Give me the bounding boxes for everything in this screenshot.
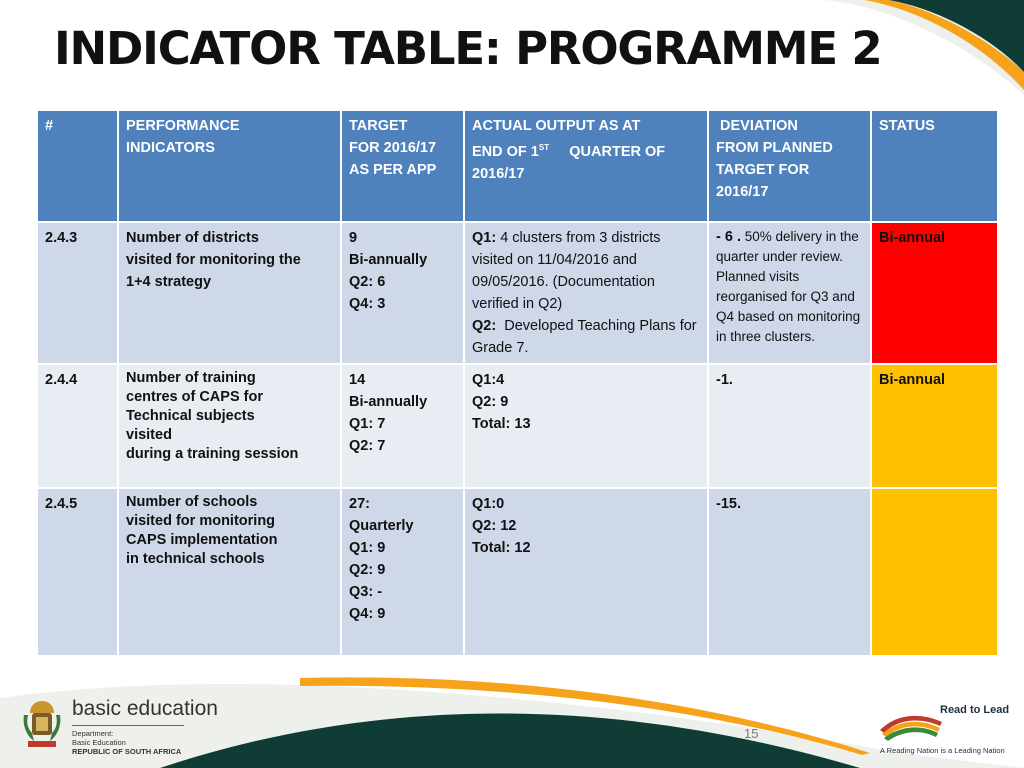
department-name: Basic Education [72,738,126,747]
header-actual-output: ACTUAL OUTPUT AS AT END OF 1ST QUARTER OF 2016/17 [464,110,708,222]
brand-name: basic education [72,697,218,720]
indicator-cell: Number of schools visited for monitoring CAPS implementation in technical schools [118,488,341,656]
target-cell: 27: Quarterly Q1: 9 Q2: 9 Q3: - Q4: 9 [341,488,464,656]
read-to-lead-logo [876,700,1016,760]
header-deviation: DEVIATION FROM PLANNED TARGET FOR 2016/17 [708,110,871,222]
coat-of-arms-icon [20,697,64,753]
page-number: 15 [744,726,759,741]
target-cell: 14 Bi-annually Q1: 7 Q2: 7 [341,364,464,488]
country-label: REPUBLIC OF SOUTH AFRICA [72,747,182,756]
deviation-cell: -1. [708,364,871,488]
basic-education-logo [20,697,218,756]
table-header-row [37,110,998,222]
book-swoosh-icon [876,700,946,744]
header-target: TARGET FOR 2016/17 AS PER APP [341,110,464,222]
indicator-cell: Number of districts visited for monitoring the 1+4 strategy [118,222,341,364]
header-num: # [37,110,118,222]
row-number: 2.4.3 [37,222,118,364]
table-row [37,222,998,364]
deviation-cell: - 6 . 50% delivery in the quarter under review. Planned visits reorganised for Q3 and Q4 based on monitoring in three clusters. [708,222,871,364]
read-to-lead-title: Read to Lead [940,704,1010,716]
target-cell: 9 Bi-annually Q2: 6 Q4: 3 [341,222,464,364]
department-label: Department: [72,729,114,738]
brand-divider [72,725,184,726]
status-cell: Bi-annual [871,364,998,488]
actual-output-cell: Q1:4 Q2: 9 Total: 13 [464,364,708,488]
table-row [37,364,998,488]
status-cell [871,488,998,656]
header-status: STATUS [871,110,998,222]
actual-output-cell: Q1: 4 clusters from 3 districts visited on 11/04/2016 and 09/05/2016. (Documentation verified in Q2) Q2: Developed Teaching Plans for Grade 7. [464,222,708,364]
indicator-cell: Number of training centres of CAPS for Technical subjects visited during a training session [118,364,341,488]
indicator-table [36,109,999,657]
table-row [37,488,998,656]
actual-output-cell: Q1:0 Q2: 12 Total: 12 [464,488,708,656]
row-number: 2.4.4 [37,364,118,488]
row-number: 2.4.5 [37,488,118,656]
header-indicators: PERFORMANCE INDICATORS [118,110,341,222]
deviation-cell: -15. [708,488,871,656]
status-cell: Bi-annual [871,222,998,364]
read-to-lead-tagline: A Reading Nation is a Leading Nation [880,746,1005,755]
page-title: INDICATOR TABLE: PROGRAMME 2 [54,22,882,75]
